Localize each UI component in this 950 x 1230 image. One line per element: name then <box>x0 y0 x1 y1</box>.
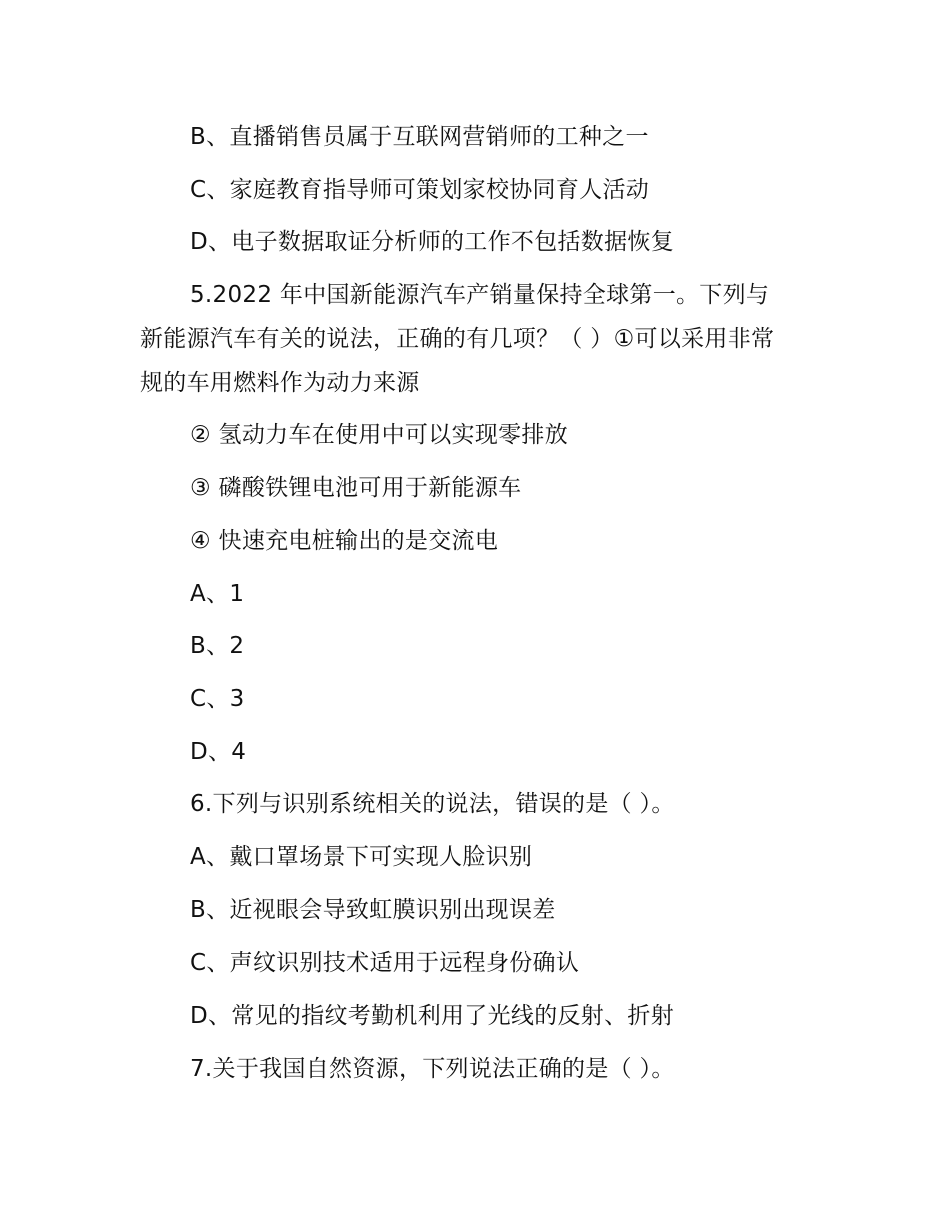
question-5-stem-line3: 规的车用燃料作为动力来源 <box>140 370 420 396</box>
question-6-option-a: A、戴口罩场景下可实现人脸识别 <box>190 844 533 870</box>
question-6-option-b: B、近视眼会导致虹膜识别出现误差 <box>190 897 556 923</box>
question-5-option-c: C、3 <box>190 686 245 712</box>
question-5-statement-3: ③ 磷酸铁锂电池可用于新能源车 <box>190 475 522 501</box>
question-5-stem-line2: 新能源汽车有关的说法，正确的有几项？（ ）①可以采用非常 <box>140 326 775 352</box>
question-5-option-d: D、4 <box>190 739 247 765</box>
prev-question-option-b: B、直播销售员属于互联网营销师的工种之一 <box>190 124 649 150</box>
question-6-option-d: D、常见的指纹考勤机利用了光线的反射、折射 <box>190 1003 675 1029</box>
question-5-option-b: B、2 <box>190 633 245 659</box>
prev-question-option-d: D、电子数据取证分析师的工作不包括数据恢复 <box>190 229 675 255</box>
question-7-stem: 7.关于我国自然资源，下列说法正确的是（ ）。 <box>190 1056 675 1082</box>
prev-question-option-c: C、家庭教育指导师可策划家校协同育人活动 <box>190 177 650 203</box>
question-6-stem: 6.下列与识别系统相关的说法，错误的是（ ）。 <box>190 791 675 817</box>
question-5-option-a: A、1 <box>190 581 245 607</box>
question-6-option-c: C、声纹识别技术适用于远程身份确认 <box>190 950 580 976</box>
question-5-stem-line1: 5.2022 年中国新能源汽车产销量保持全球第一。下列与 <box>190 282 770 308</box>
question-5-statement-4: ④ 快速充电桩输出的是交流电 <box>190 528 499 554</box>
question-5-statement-2: ② 氢动力车在使用中可以实现零排放 <box>190 422 569 448</box>
